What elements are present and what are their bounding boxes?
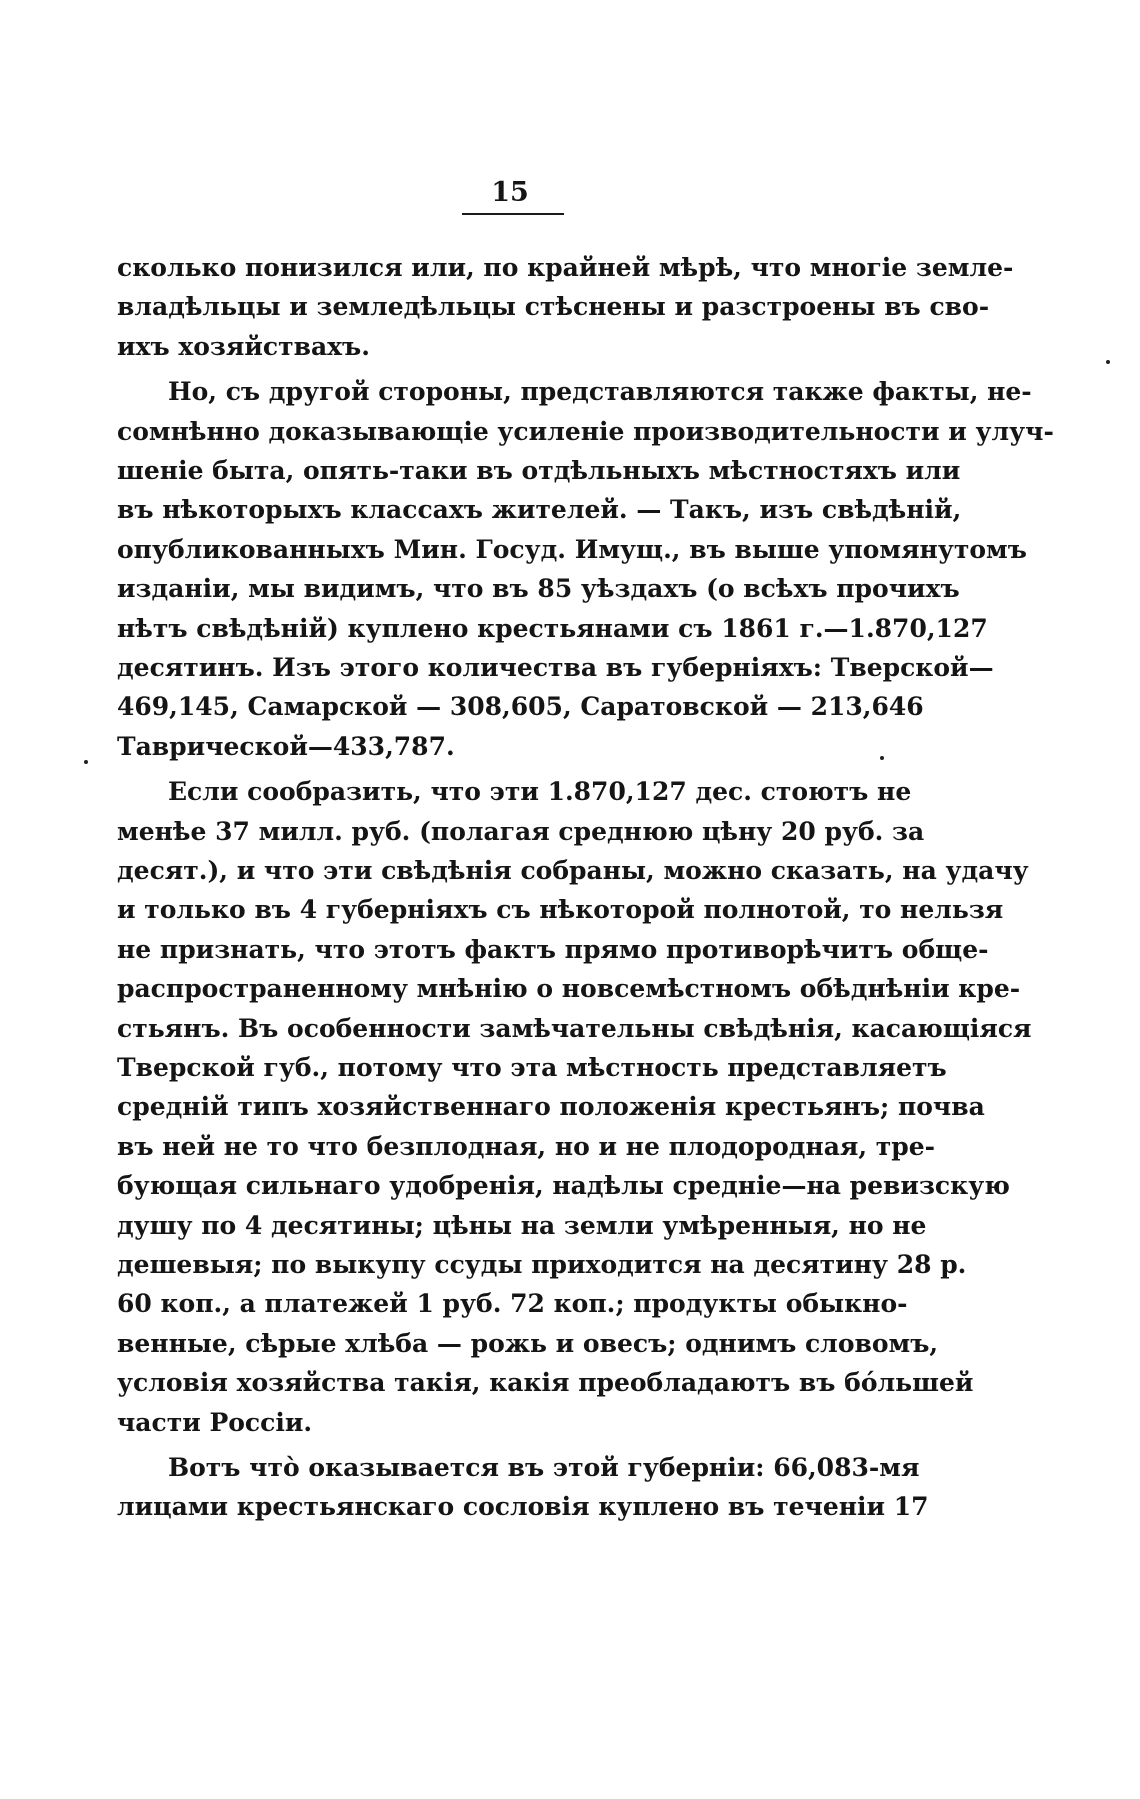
text-line: части Россіи. xyxy=(117,1407,313,1437)
text-line: Вотъ чтò оказывается въ этой губерніи: 66,083-мя xyxy=(168,1453,920,1482)
text-line: владѣльцы и земледѣльцы стѣснены и разстроены въ сво- xyxy=(117,292,990,322)
text-line: бующая сильнаго удобренія, надѣлы средніе—на ревизскую xyxy=(117,1171,1010,1201)
text-line: Но, съ другой стороны, представляются также факты, не- xyxy=(168,377,1032,407)
text-line: въ нѣкоторыхъ классахъ жителей. — Такъ, изъ свѣдѣній, xyxy=(117,495,962,525)
text-line: 60 коп., а платежей 1 руб. 72 коп.; продукты обыкно- xyxy=(117,1289,908,1319)
text-line: лицами крестьянскаго сословія куплено въ теченіи 17 xyxy=(117,1492,929,1522)
text-line: распространенному мнѣнію о новсемѣстномъ обѣднѣніи кре- xyxy=(117,974,1021,1004)
text-line: и только въ 4 губерніяхъ съ нѣкоторой полнотой, то нельзя xyxy=(117,895,1004,925)
text-line: менѣе 37 милл. руб. (полагая среднюю цѣну 20 руб. за xyxy=(117,816,925,846)
text-line: стьянъ. Въ особенности замѣчательны свѣдѣнія, касающіяся xyxy=(117,1013,1032,1043)
text-line: опубликованныхъ Мин. Госуд. Имущ., въ выше упомянутомъ xyxy=(117,534,1027,564)
page-number-rule xyxy=(462,213,564,215)
text-line: сомнѣнно доказывающіе усиленіе производительности и улуч- xyxy=(117,416,1054,446)
text-line: Таврической—433,787. xyxy=(117,731,455,761)
text-line: средній типъ хозяйственнаго положенія крестьянъ; почва xyxy=(117,1092,985,1122)
text-line: 469,145, Самарской — 308,605, Саратовской — 213,646 xyxy=(117,692,924,722)
text-line: ихъ хозяйствахъ. xyxy=(117,331,370,361)
print-speck xyxy=(1106,360,1110,364)
text-line: въ ней не то что безплодная, но и не плодородная, тре- xyxy=(117,1131,936,1161)
page-number: 15 xyxy=(491,177,529,208)
text-line: дешевыя; по выкупу ссуды приходится на десятину 28 р. xyxy=(117,1250,967,1279)
text-line: шеніе быта, опять-таки въ отдѣльныхъ мѣстностяхъ или xyxy=(117,456,961,485)
text-line: венные, сѣрые хлѣба — рожь и овесъ; однимъ словомъ, xyxy=(117,1328,939,1358)
text-line: нѣтъ свѣдѣній) куплено крестьянами съ 1861 г.—1.870,127 xyxy=(117,613,988,643)
text-line: десятинъ. Изъ этого количества въ губерніяхъ: Тверской— xyxy=(117,653,994,682)
text-line: изданіи, мы видимъ, что въ 85 уѣздахъ (о всѣхъ прочихъ xyxy=(117,574,960,604)
text-line: душу по 4 десятины; цѣны на земли умѣренныя, но не xyxy=(117,1210,927,1240)
text-line: Тверской губ., потому что эта мѣстность представляетъ xyxy=(117,1053,947,1082)
text-line: сколько понизился или, по крайней мѣрѣ, что многіе земле- xyxy=(117,253,1014,282)
text-line: условія хозяйства такія, какія преобладаютъ въ бóльшей xyxy=(117,1368,974,1398)
text-line: не признать, что этотъ фактъ прямо противорѣчитъ обще- xyxy=(117,934,989,964)
text-line: Если сообразить, что эти 1.870,127 дес. стоютъ не xyxy=(168,777,912,807)
print-speck xyxy=(880,756,884,760)
text-line: десят.), и что эти свѣдѣнія собраны, можно сказать, на удачу xyxy=(117,856,1029,885)
print-speck xyxy=(84,760,88,764)
